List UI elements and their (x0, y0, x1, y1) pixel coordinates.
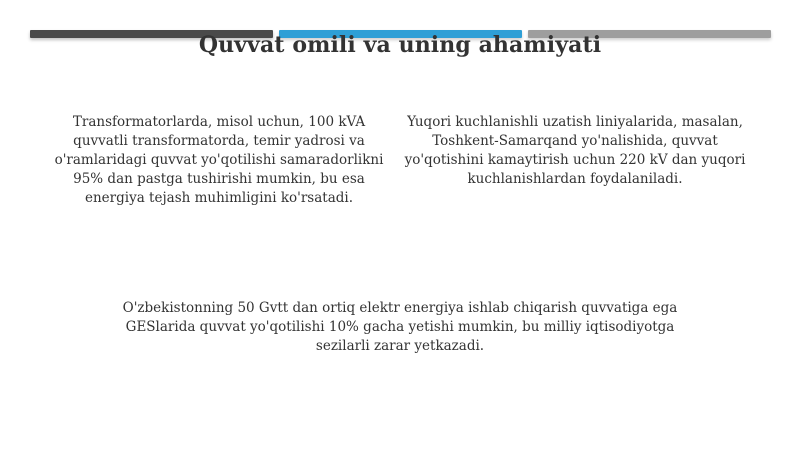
paragraph-transmission-lines: Yuqori kuchlanishli uzatish liniyalarida, masalan, Toshkent-Samarqand yo'nalishida, quvvat yo'qotishini kamaytirish uchun 220 kV dan yuqori kuchlanishlardan foydalaniladi. (404, 114, 746, 187)
slide-title: Quvvat omili va uning ahamiyati (198, 32, 602, 58)
paragraph-hydro-plants: O'zbekistonning 50 Gvtt dan ortiq elektr energiya ishlab chiqarish quvvatiga ega GESlarida quvvat yo'qotilishi 10% gacha yetishi mumkin, bu milliy iqtisodiyotga sezilarli zarar yetkazadi. (122, 300, 678, 354)
paragraph-transformers: Transformatorlarda, misol uchun, 100 kVA quvvatli transformatorda, temir yadrosi va o'ramlaridagi quvvat yo'qotilishi samaradorlikni 95% dan pastga tushirishi mumkin, bu esa energiya tejash muhimligini ko'rsatadi. (54, 114, 384, 206)
